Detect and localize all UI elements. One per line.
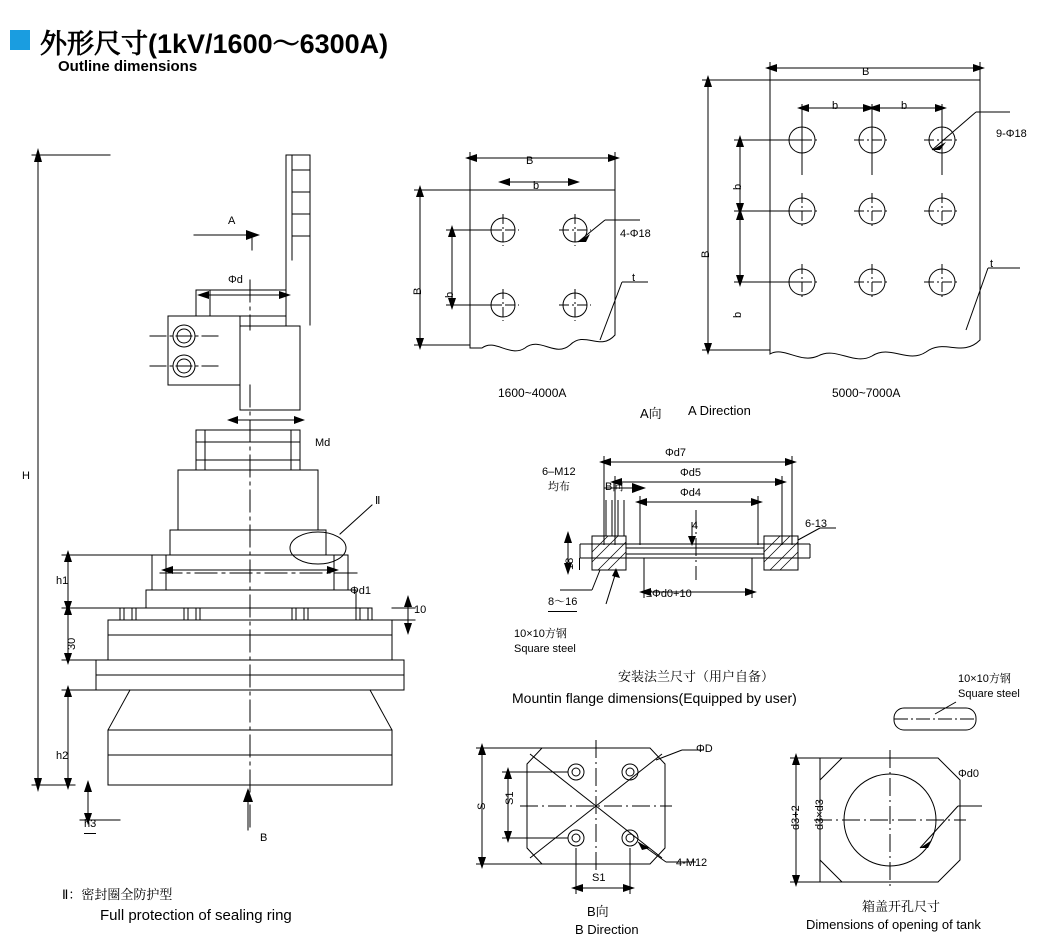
- label-va-large-holes: 9-Φ18: [996, 128, 1027, 140]
- label-le-phi-d0: ≤Φd0+10: [646, 588, 692, 600]
- label-va-large-b-top-1: b: [832, 100, 839, 112]
- caption-a-direction-cn: A向: [640, 406, 662, 421]
- label-detail-II: Ⅱ: [375, 495, 381, 507]
- label-phi-d5: Φd5: [680, 467, 702, 479]
- caption-5000-7000A: 5000~7000A: [832, 386, 901, 400]
- main-elevation-view: [0, 130, 440, 890]
- label-phi-d0: Φd0: [958, 768, 980, 780]
- label-phi-d: Φd: [228, 274, 243, 286]
- label-va-large-b-top-2: b: [901, 100, 908, 112]
- label-30: 30: [66, 637, 78, 650]
- title-accent-square: [10, 30, 30, 50]
- label-tank-square-cn: 10×10方钢: [958, 673, 1011, 685]
- label-va-small-b-left: b: [444, 291, 456, 298]
- label-phi-D: ΦD: [696, 743, 713, 755]
- label-b-direction-arrow: B向: [605, 481, 624, 493]
- label-va-small-b-top: b: [533, 180, 540, 192]
- label-h2: h2: [56, 750, 69, 762]
- label-va-small-t: t: [632, 272, 636, 284]
- caption-tank-en: Dimensions of opening of tank: [806, 917, 981, 932]
- label-d3xd3: d3×d3: [814, 799, 826, 830]
- caption-b-direction-cn: B向: [587, 904, 609, 919]
- label-18: 18: [564, 558, 580, 570]
- label-va-small-B-left: B: [412, 287, 424, 295]
- label-d3-plus2: d3+2: [790, 805, 802, 830]
- sealing-note-en: Full protection of sealing ring: [100, 907, 292, 924]
- sealing-note-cn: Ⅱ：密封圈全防护型: [62, 887, 173, 902]
- label-va-large-b-left-2: b: [732, 311, 744, 318]
- label-S: S: [476, 802, 488, 810]
- label-va-large-b-left-1: b: [732, 183, 744, 190]
- page-title-en: Outline dimensions: [58, 58, 198, 75]
- label-Md: Md: [315, 437, 331, 449]
- tank-opening-drawing: [770, 700, 1050, 910]
- label-S1-left: S1: [504, 791, 516, 805]
- label-junbu: 均布: [548, 481, 570, 493]
- label-A-arrow: A: [228, 215, 236, 227]
- label-tank-square-en: Square steel: [958, 688, 1020, 700]
- view-a-large-drawing: [680, 50, 1030, 390]
- label-phi-d4: Φd4: [680, 487, 702, 499]
- view-a-small-drawing: [400, 130, 660, 390]
- caption-a-direction-en: A Direction: [688, 403, 751, 418]
- page-title-cn: 外形尺寸(1kV/1600～6300A): [40, 29, 389, 59]
- label-va-large-B-top: B: [862, 66, 870, 78]
- label-va-large-t: t: [990, 258, 994, 270]
- caption-tank-cn: 箱盖开孔尺寸: [862, 899, 941, 914]
- label-square-steel-en: Square steel: [514, 643, 576, 655]
- label-h1: h1: [56, 575, 69, 587]
- label-4-M12: 4-M12: [676, 857, 708, 869]
- caption-flange-en: Mountin flange dimensions(Equipped by user): [512, 690, 797, 706]
- label-phi-d1: Φd1: [350, 585, 372, 597]
- label-va-small-holes: 4-Φ18: [620, 228, 651, 240]
- label-H: H: [22, 470, 30, 482]
- caption-b-direction-en: B Direction: [575, 922, 639, 937]
- label-4: 4: [692, 520, 699, 532]
- view-b-drawing: [460, 730, 740, 920]
- label-square-steel-cn: 10×10方钢: [514, 628, 567, 640]
- label-h3: h3: [84, 818, 96, 834]
- label-S1-bottom: S1: [592, 872, 606, 884]
- label-6-13: 6-13: [805, 518, 828, 530]
- caption-1600-4000A: 1600~4000A: [498, 386, 567, 400]
- label-phi-d7: Φd7: [665, 447, 687, 459]
- label-va-large-B-left: B: [700, 250, 712, 258]
- label-va-small-B-top: B: [526, 155, 534, 167]
- label-8-16: 8～16: [548, 596, 577, 612]
- caption-flange-cn: 安装法兰尺寸（用户自备）: [618, 669, 775, 684]
- label-10: 10: [414, 604, 427, 616]
- label-6-M12: 6–M12: [542, 466, 576, 478]
- label-B-arrow: B: [260, 832, 268, 844]
